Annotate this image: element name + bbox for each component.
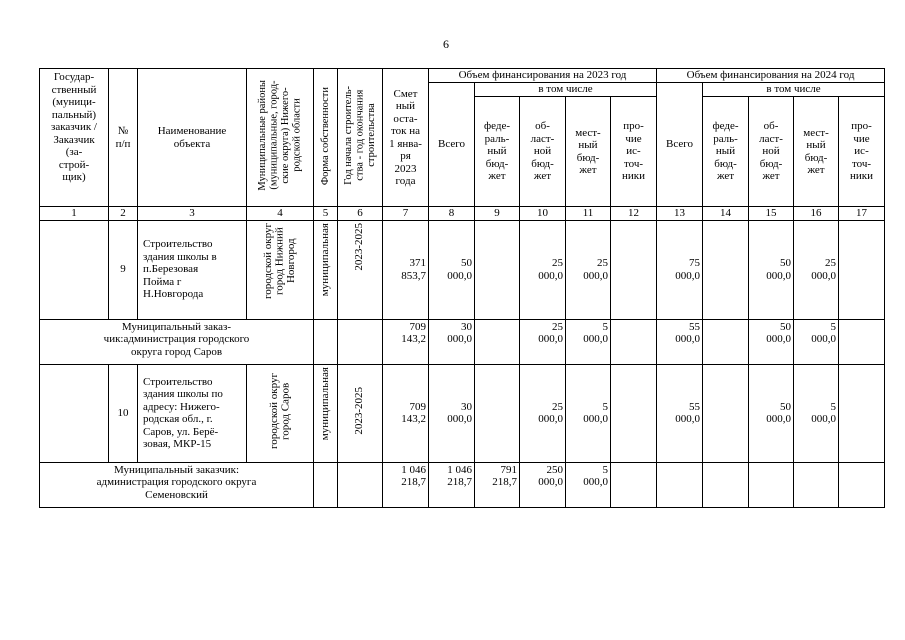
row10-regional-2024: 50 000,0 <box>749 364 794 462</box>
col-number: 6 <box>338 207 383 221</box>
row10-estimate: 709 143,2 <box>383 364 429 462</box>
sarov-other-2024 <box>839 319 885 364</box>
header-federal-2023: феде- раль- ный бюд- жет <box>475 97 520 207</box>
col-number: 16 <box>794 207 839 221</box>
semen-regional-2024 <box>749 462 794 507</box>
page-number: 6 <box>443 37 449 51</box>
sarov-federal-2024 <box>703 319 749 364</box>
semen-other-2024 <box>839 462 885 507</box>
header-ownership-text: Форма собственности <box>319 86 331 185</box>
col-number: 1 <box>40 207 109 221</box>
table-row <box>40 319 885 364</box>
row10-federal-2024 <box>703 364 749 462</box>
row9-num: 9 <box>109 220 138 319</box>
row9-district-text: городской округ город Нижний Новгород <box>261 222 297 299</box>
row9-customer <box>40 220 109 319</box>
col-number: 3 <box>138 207 247 221</box>
semen-total-2024 <box>657 462 703 507</box>
row10-customer <box>40 364 109 462</box>
col-number: 8 <box>429 207 475 221</box>
header-object-name: Наименование объекта <box>138 69 247 207</box>
sarov-ownership <box>314 319 338 364</box>
row9-years <box>338 220 383 319</box>
row9-other-2024 <box>839 220 885 319</box>
header-districts <box>247 69 314 207</box>
row9-other-2023 <box>611 220 657 319</box>
row9-local-2023: 25 000,0 <box>566 220 611 319</box>
row9-local-2024: 25 000,0 <box>794 220 839 319</box>
semen-ownership <box>314 462 338 507</box>
row10-total-2024: 55 000,0 <box>657 364 703 462</box>
row10-regional-2023: 25 000,0 <box>520 364 566 462</box>
row10-name: Строительство здания школы по адресу: Нижего- родская обл., г. Саров, ул. Берё- зовая, МКР-15 <box>138 364 247 462</box>
header-estimate: Смет ный оста- ток на 1 янва- ря 2023 года <box>383 69 429 207</box>
row10-years-text: 2023-2025 <box>353 387 366 436</box>
row9-ownership <box>314 220 338 319</box>
header-years <box>338 69 383 207</box>
header-years-text: Год начала строитель- ства - год окончания строительства <box>342 86 377 186</box>
investment-table <box>39 68 885 508</box>
header-total-2024: Всего <box>657 83 703 207</box>
row10-local-2023: 5 000,0 <box>566 364 611 462</box>
sarov-regional-2023: 25 000,0 <box>520 319 566 364</box>
row10-years <box>338 364 383 462</box>
header-ownership <box>314 69 338 207</box>
semen-federal-2023: 791 218,7 <box>475 462 520 507</box>
sarov-regional-2024: 50 000,0 <box>749 319 794 364</box>
header-other-2023: про- чие ис- точ- ники <box>611 97 657 207</box>
header-other-2024: про- чие ис- точ- ники <box>839 97 885 207</box>
row9-regional-2023: 25 000,0 <box>520 220 566 319</box>
header-districts-text: Муниципальные районы (муниципальные, город- ские округа) Нижего- родской области <box>257 80 303 192</box>
row9-regional-2024: 50 000,0 <box>749 220 794 319</box>
header-fin-2024: Объем финансирования на 2024 год <box>657 69 885 83</box>
sarov-estimate: 709 143,2 <box>383 319 429 364</box>
sarov-years <box>338 319 383 364</box>
col-number: 9 <box>475 207 520 221</box>
col-number: 7 <box>383 207 429 221</box>
col-number: 11 <box>566 207 611 221</box>
row10-district <box>247 364 314 462</box>
semen-local-2024 <box>794 462 839 507</box>
row10-federal-2023 <box>475 364 520 462</box>
header-regional-2024: об- ласт- ной бюд- жет <box>749 97 794 207</box>
row10-local-2024: 5 000,0 <box>794 364 839 462</box>
header-including-2024: в том числе <box>703 83 885 97</box>
row9-years-text: 2023-2025 <box>353 222 366 271</box>
row9-federal-2023 <box>475 220 520 319</box>
table-row <box>40 462 885 507</box>
header-regional-2023: об- ласт- ной бюд- жет <box>520 97 566 207</box>
row9-ownership-text: муниципальная <box>318 222 331 296</box>
header-fin-2023: Объем финансирования на 2023 год <box>429 69 657 83</box>
row10-ownership-text: муниципальная <box>318 366 331 440</box>
sarov-customer-label: Муниципальный заказ- чик:администрация городского округа город Саров <box>40 319 314 364</box>
sarov-federal-2023 <box>475 319 520 364</box>
sarov-local-2023: 5 000,0 <box>566 319 611 364</box>
col-number: 5 <box>314 207 338 221</box>
col-number: 14 <box>703 207 749 221</box>
row10-ownership <box>314 364 338 462</box>
header-total-2023: Всего <box>429 83 475 207</box>
row9-district <box>247 220 314 319</box>
row10-other-2023 <box>611 364 657 462</box>
header-num: № п/п <box>109 69 138 207</box>
sarov-total-2023: 30 000,0 <box>429 319 475 364</box>
header-local-2024: мест- ный бюд- жет <box>794 97 839 207</box>
row10-other-2024 <box>839 364 885 462</box>
semen-other-2023 <box>611 462 657 507</box>
row9-name: Строительство здания школы в п.Березовая Пойма г Н.Новгорода <box>138 220 247 319</box>
header-including-2023: в том числе <box>475 83 657 97</box>
semen-local-2023: 5 000,0 <box>566 462 611 507</box>
col-number: 4 <box>247 207 314 221</box>
sarov-other-2023 <box>611 319 657 364</box>
sarov-local-2024: 5 000,0 <box>794 319 839 364</box>
row9-federal-2024 <box>703 220 749 319</box>
semen-regional-2023: 250 000,0 <box>520 462 566 507</box>
semen-customer-label: Муниципальный заказчик: администрация городского округа Семеновский <box>40 462 314 507</box>
semen-total-2023: 1 046 218,7 <box>429 462 475 507</box>
semen-estimate: 1 046 218,7 <box>383 462 429 507</box>
header-federal-2024: феде- раль- ный бюд- жет <box>703 97 749 207</box>
sarov-total-2024: 55 000,0 <box>657 319 703 364</box>
row10-district-text: городской округ город Саров <box>267 373 291 450</box>
col-number: 17 <box>839 207 885 221</box>
row9-estimate: 371 853,7 <box>383 220 429 319</box>
row9-total-2023: 50 000,0 <box>429 220 475 319</box>
table-row <box>40 364 885 462</box>
row9-total-2024: 75 000,0 <box>657 220 703 319</box>
col-number: 15 <box>749 207 794 221</box>
col-number: 2 <box>109 207 138 221</box>
col-number: 13 <box>657 207 703 221</box>
row10-num: 10 <box>109 364 138 462</box>
header-customer: Государ- ственный (муници- пальный) заказчик / Заказчик (за- строй- щик) <box>40 69 109 207</box>
header-local-2023: мест- ный бюд- жет <box>566 97 611 207</box>
semen-federal-2024 <box>703 462 749 507</box>
col-number: 12 <box>611 207 657 221</box>
table-row <box>40 220 885 319</box>
row10-total-2023: 30 000,0 <box>429 364 475 462</box>
semen-years <box>338 462 383 507</box>
col-number: 10 <box>520 207 566 221</box>
